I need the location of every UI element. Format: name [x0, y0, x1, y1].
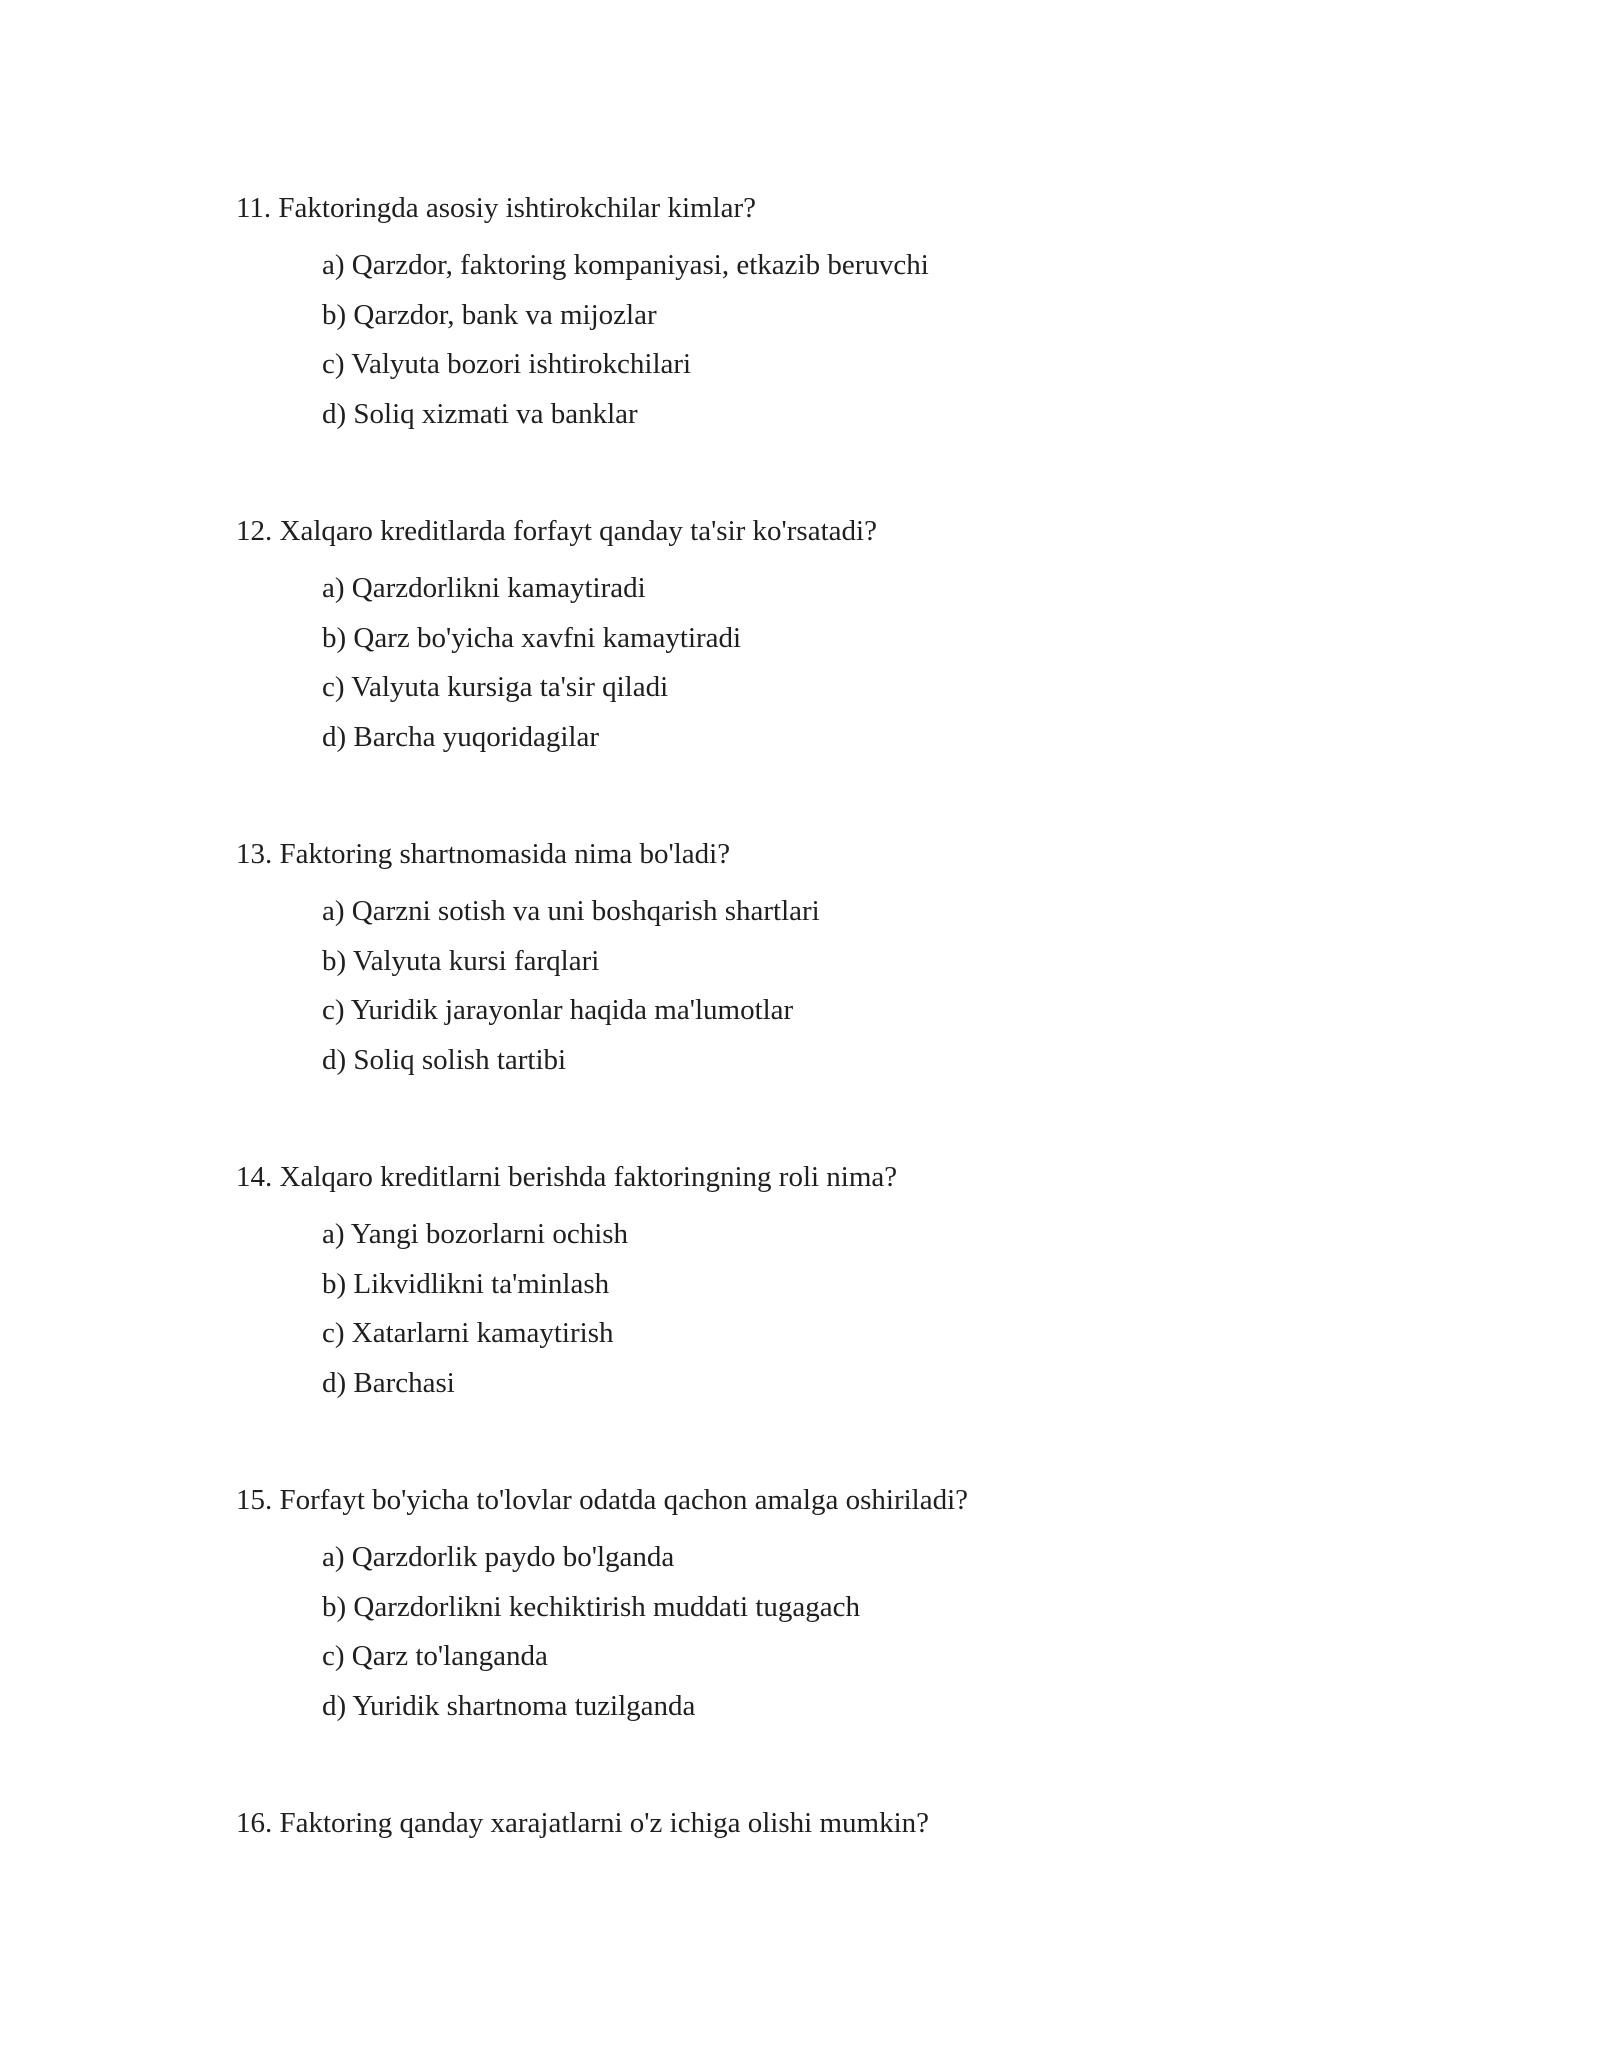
- option-c: c) Qarz to'langanda: [322, 1640, 548, 1672]
- answer-options: [322, 245, 1436, 443]
- option-a: a) Yangi bozorlarni ochish: [322, 1218, 629, 1250]
- question-text: 11. Faktoringda asosiy ishtirokchilar kimlar?: [236, 192, 757, 224]
- question-text: 14. Xalqaro kreditlarni berishda faktoringning roli nima?: [236, 1161, 898, 1193]
- option-a: a) Qarzni sotish va uni boshqarish shartlari: [322, 895, 820, 927]
- option-a: a) Qarzdor, faktoring kompaniyasi, etkazib beruvchi: [322, 249, 929, 281]
- answer-options: [322, 1214, 1436, 1412]
- option-d: d) Barchasi: [322, 1366, 455, 1399]
- option-c: c) Xatarlarni kamaytirish: [322, 1317, 614, 1349]
- question-13: [236, 834, 1436, 1089]
- question-text: 12. Xalqaro kreditlarda forfayt qanday ta'sir ko'rsatadi?: [236, 515, 877, 547]
- option-a: a) Qarzdorlik paydo bo'lganda: [322, 1541, 675, 1573]
- question-16: [236, 1803, 1436, 1843]
- option-d: d) Soliq solish tartibi: [322, 1043, 567, 1076]
- option-c: c) Yuridik jarayonlar haqida ma'lumotlar: [322, 994, 794, 1026]
- question-12: [236, 511, 1436, 766]
- option-a: a) Qarzdorlikni kamaytiradi: [322, 572, 646, 604]
- question-text: 13. Faktoring shartnomasida nima bo'ladi?: [236, 838, 731, 870]
- option-c: c) Valyuta kursiga ta'sir qiladi: [322, 671, 669, 703]
- question-14: [236, 1157, 1436, 1412]
- option-b: b) Qarzdor, bank va mijozlar: [322, 298, 657, 331]
- option-b: b) Qarzdorlikni kechiktirish muddati tugagach: [322, 1590, 860, 1623]
- question-text: 15. Forfayt bo'yicha to'lovlar odatda qachon amalga oshiriladi?: [236, 1484, 969, 1516]
- option-d: d) Soliq xizmati va banklar: [322, 397, 638, 430]
- answer-options: [322, 891, 1436, 1089]
- option-d: d) Barcha yuqoridagilar: [322, 720, 600, 753]
- question-11: [236, 188, 1436, 443]
- option-b: b) Valyuta kursi farqlari: [322, 944, 600, 977]
- option-b: b) Likvidlikni ta'minlash: [322, 1267, 610, 1300]
- option-c: c) Valyuta bozori ishtirokchilari: [322, 348, 692, 380]
- option-b: b) Qarz bo'yicha xavfni kamaytiradi: [322, 621, 742, 654]
- question-15: [236, 1480, 1436, 1735]
- question-text: 16. Faktoring qanday xarajatlarni o'z ichiga olishi mumkin?: [236, 1807, 929, 1839]
- answer-options: [322, 568, 1436, 766]
- answer-options: [322, 1537, 1436, 1735]
- option-d: d) Yuridik shartnoma tuzilganda: [322, 1689, 696, 1722]
